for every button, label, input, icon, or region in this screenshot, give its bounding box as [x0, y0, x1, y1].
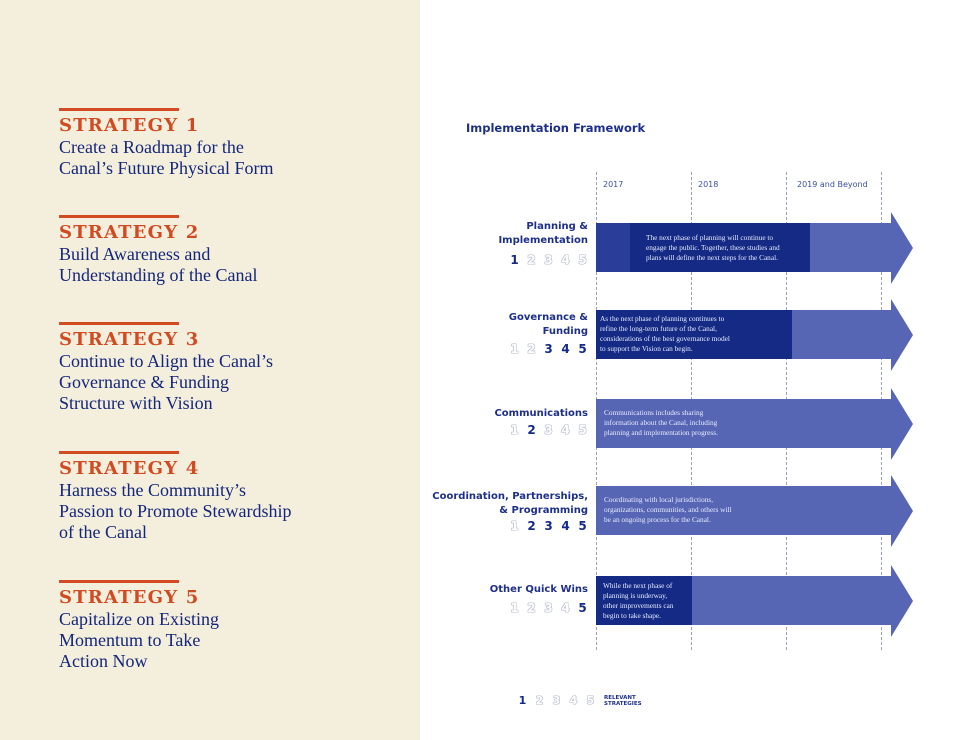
strategy-digit: 4: [561, 253, 570, 267]
strategy-description: Capitalize on Existing Momentum to Take Action Now: [59, 609, 219, 671]
strategy-digit: 2: [527, 342, 536, 356]
strategy-digit: 3: [552, 694, 561, 707]
strategy-digit: 3: [544, 601, 553, 615]
bar-text-governance: As the next phase of planning continues to refine the long-term future of the Canal, considerations of the best governance model to support the Vision can begin.: [600, 314, 730, 353]
strategy-digit: 1: [510, 253, 519, 267]
strategy-digit: 3: [544, 423, 553, 437]
strategy-digit: 5: [578, 342, 587, 356]
year-label-2018: 2018: [698, 180, 719, 189]
strategy-digit: 1: [510, 519, 519, 533]
framework-title: Implementation Framework: [466, 121, 646, 135]
row-title-quick-wins: Other Quick Wins: [489, 584, 588, 595]
strategy-digit: 4: [569, 694, 578, 707]
strategy-digit: 2: [527, 519, 536, 533]
strategy-digit: 4: [561, 342, 570, 356]
strategy-digit: 2: [527, 423, 536, 437]
strategy-label: STRATEGY 2: [59, 222, 200, 243]
strategy-label: STRATEGY 1: [59, 115, 200, 136]
strategy-digit: 5: [578, 519, 587, 533]
strategy-digit: 3: [544, 519, 553, 533]
relevant-strategies-communications: [509, 423, 588, 437]
strategy-digit: 3: [544, 342, 553, 356]
strategy-digit: 3: [544, 253, 553, 267]
strategy-description: Continue to Align the Canal’s Governance & Funding Structure with Vision: [59, 351, 273, 413]
strategy-digit: 2: [535, 694, 544, 707]
strategy-description: Create a Roadmap for the Canal’s Future Physical Form: [59, 137, 274, 178]
strategy-digit: 5: [578, 423, 587, 437]
relevant-strategies-coordination: [509, 519, 588, 533]
year-label-2019-beyond: 2019 and Beyond: [797, 180, 868, 189]
strategy-digit: 2: [527, 601, 536, 615]
strategy-digit: 4: [561, 423, 570, 437]
bar-text-quick-wins: While the next phase of planning is underway, other improvements can begin to take shape.: [603, 581, 674, 620]
legend-digits: [517, 694, 596, 707]
bar-text-coordination: Coordinating with local jurisdictions, organizations, communities, and others will be an ongoing process for the Canal.: [604, 495, 732, 524]
row-title-coordination: Coordination, Partnerships, & Programming: [432, 491, 588, 516]
row-title-planning: Planning & Implementation: [498, 221, 588, 246]
strategy-digit: 5: [578, 253, 587, 267]
strategy-description: Build Awareness and Understanding of the Canal: [59, 244, 258, 285]
strategy-description: Harness the Community’s Passion to Promote Stewardship of the Canal: [59, 480, 292, 542]
row-title-communications: Communications: [494, 408, 588, 419]
bar-text-communications: Communications includes sharing information about the Canal, including planning and implementation progress.: [604, 408, 718, 437]
strategy-digit: 1: [510, 342, 519, 356]
relevant-strategies-planning: [509, 253, 588, 267]
year-label-2017: 2017: [603, 180, 624, 189]
strategy-digit: 2: [527, 253, 536, 267]
strategy-digit: 1: [518, 694, 527, 707]
bar-text-planning: The next phase of planning will continue to engage the public. Together, these studies and plans will define the next steps for the Canal.: [646, 233, 780, 262]
strategy-digit: 1: [510, 423, 519, 437]
row-title-governance: Governance & Funding: [508, 312, 588, 337]
strategy-label: STRATEGY 5: [59, 587, 200, 608]
strategy-label: STRATEGY 3: [59, 329, 200, 350]
relevant-strategies-governance: [509, 342, 588, 356]
strategy-label: STRATEGY 4: [59, 458, 200, 479]
relevant-strategies-legend: [517, 694, 642, 707]
strategy-digit: 1: [510, 601, 519, 615]
strategy-digit: 5: [578, 601, 587, 615]
relevant-strategies-quick-wins: [509, 601, 588, 615]
strategy-digit: 5: [586, 694, 595, 707]
strategy-digit: 4: [561, 519, 570, 533]
legend-label: RELEVANT STRATEGIES: [604, 694, 642, 707]
strategy-digit: 4: [561, 601, 570, 615]
